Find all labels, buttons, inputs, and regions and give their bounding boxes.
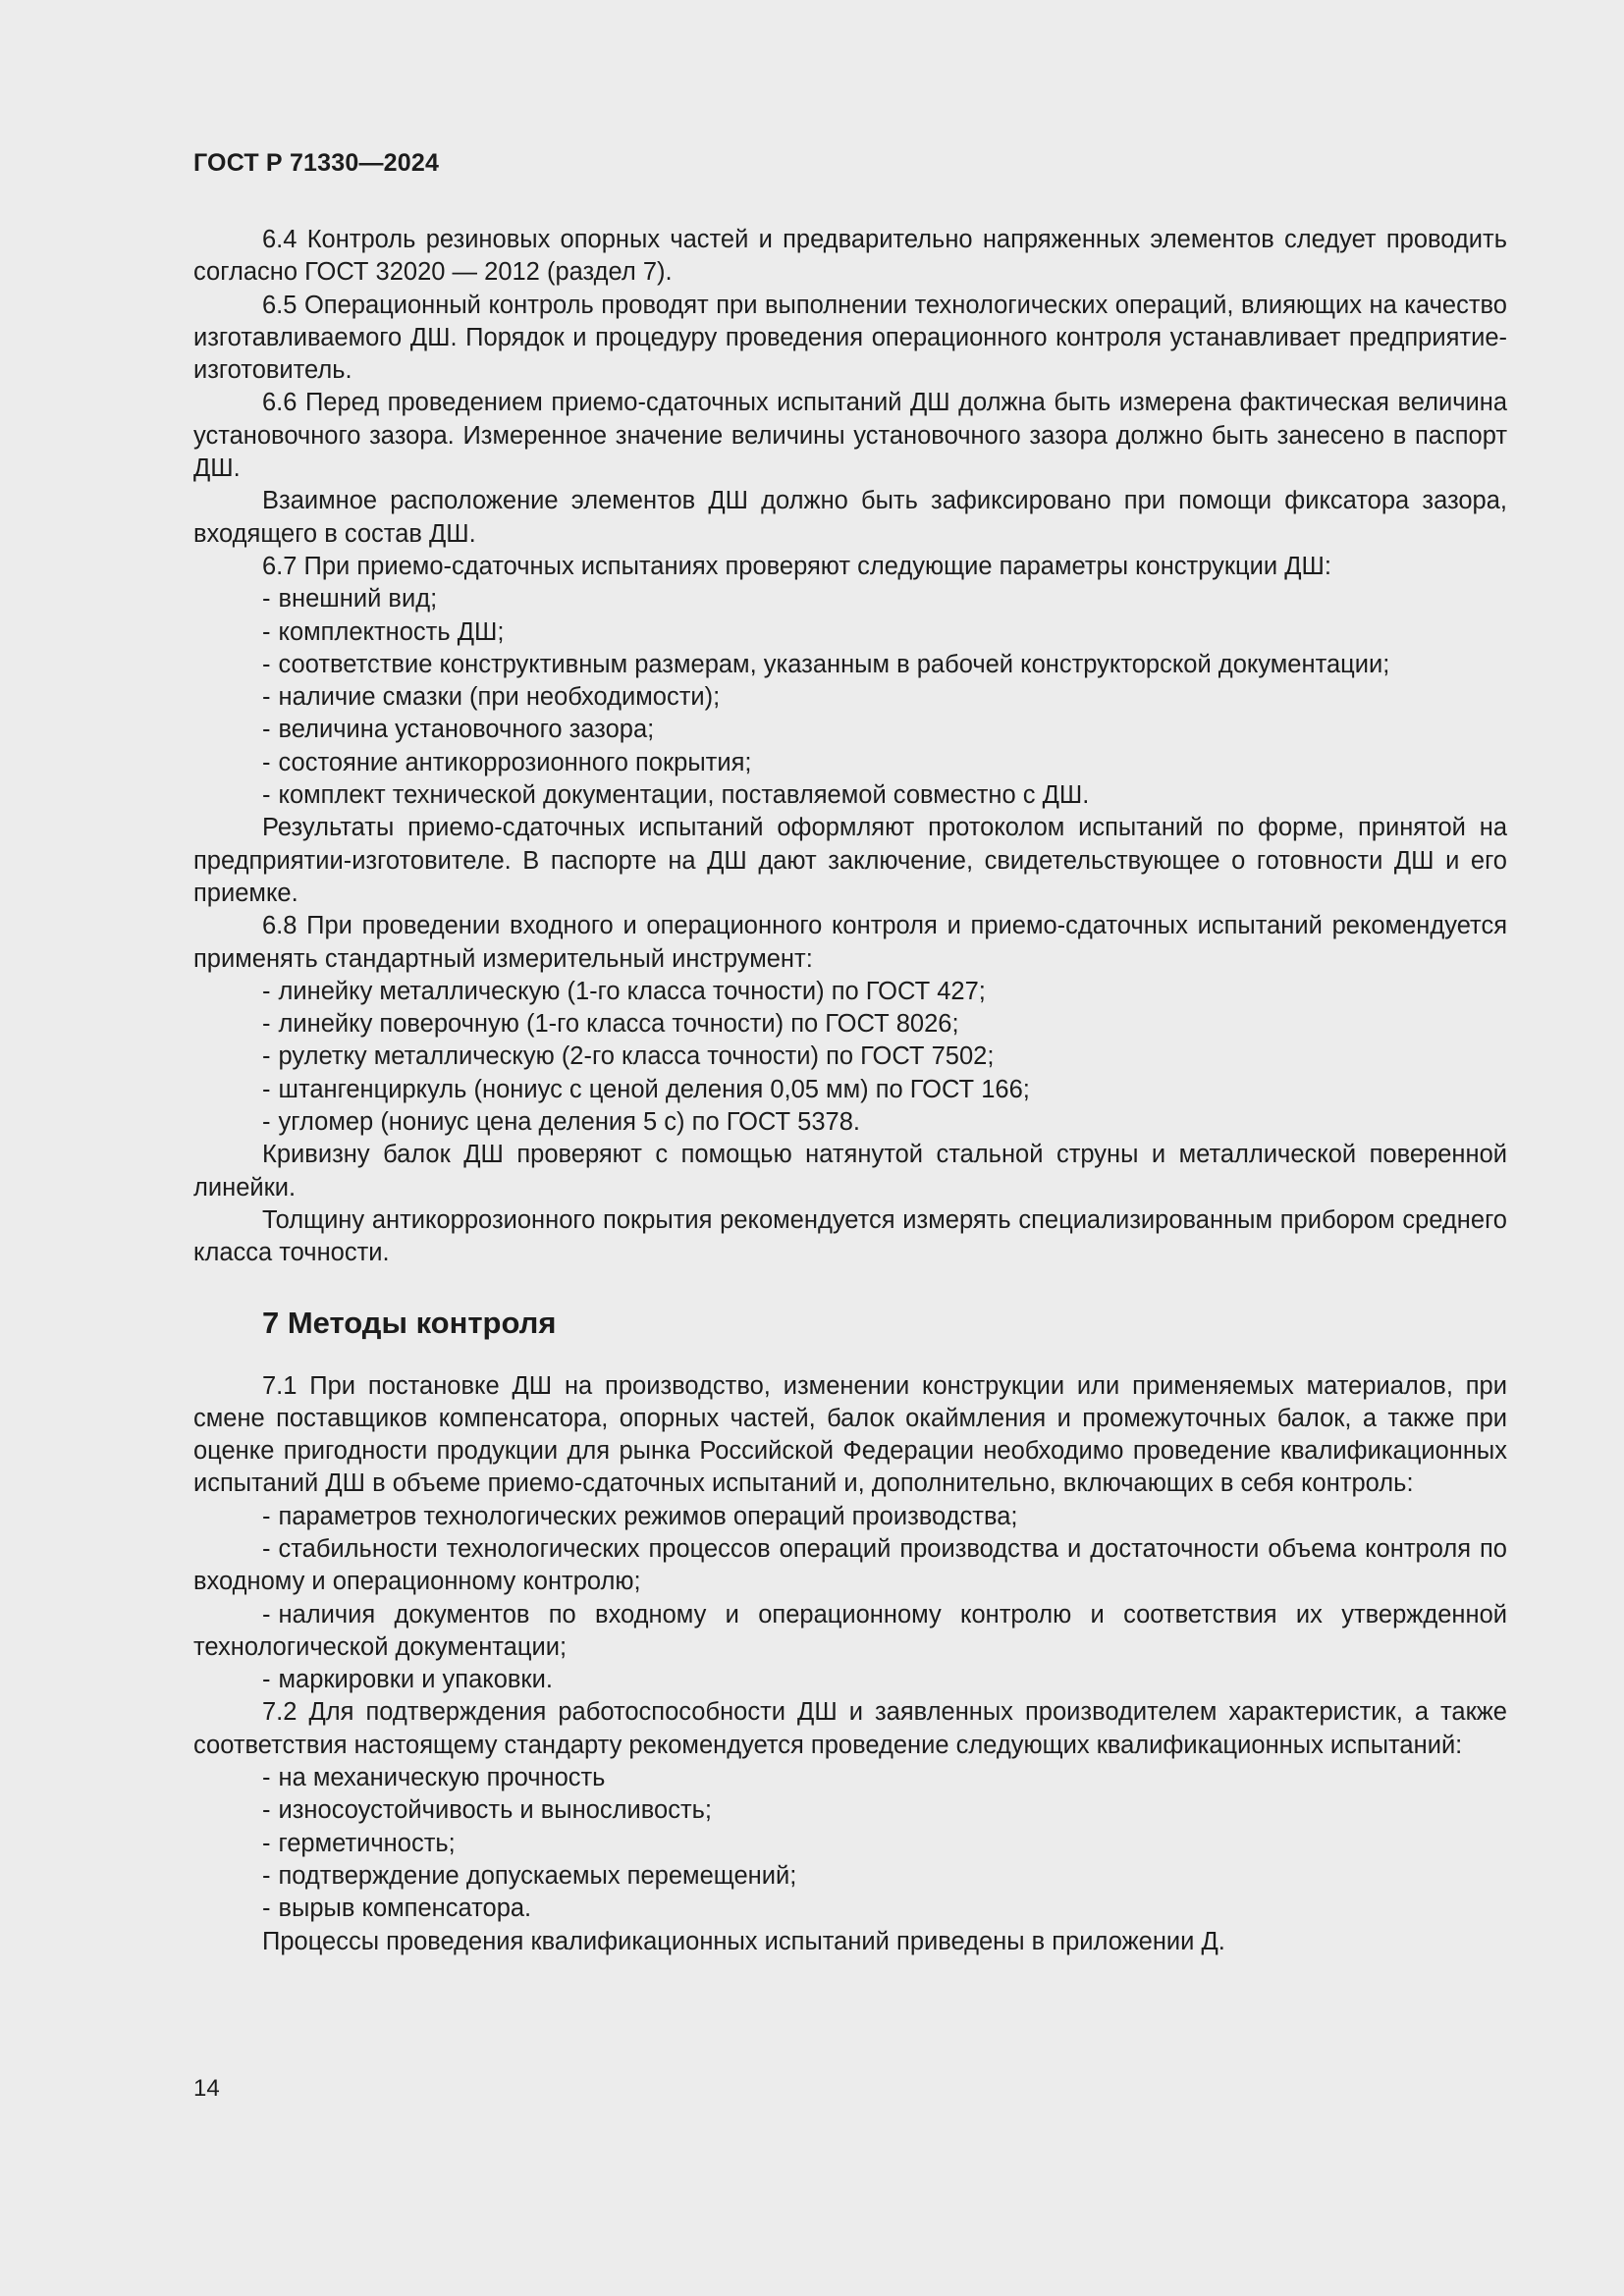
list-item <box>193 1501 1507 1533</box>
list-item-text: износоустойчивость и выносливость; <box>278 1796 713 1825</box>
list-item-text: герметичность; <box>278 1829 456 1857</box>
list-dash: - <box>262 1502 271 1530</box>
list-dash: - <box>262 1075 271 1103</box>
list-item <box>193 1599 1507 1665</box>
list-item <box>193 747 1507 779</box>
list-item <box>193 714 1507 746</box>
list-item-text: величина установочного зазора; <box>278 716 655 744</box>
list-item-text: вырыв компенсатора. <box>278 1895 532 1923</box>
page-number: 14 <box>193 2075 220 2102</box>
list-item-text: линейку металлическую (1-го класса точности) по ГОСТ 427; <box>278 977 986 1005</box>
list-dash: - <box>262 1108 271 1137</box>
paragraph: 7.2 Для подтверждения работоспособности ДШ и заявленных производителем характеристик, а также соответствия настоящему стандарту рекомендуется проведение следующих квалификационных испытаний: <box>193 1698 1507 1759</box>
list-item <box>193 583 1507 615</box>
list-item-text: состояние антикоррозионного покрытия; <box>278 748 752 776</box>
list-dash: - <box>262 977 271 1005</box>
list-item <box>193 1074 1507 1106</box>
list-dash: - <box>262 1861 271 1890</box>
list-dash: - <box>262 1600 271 1629</box>
list-dash: - <box>262 1764 271 1792</box>
list-item-text: штангенциркуль (нониус с ценой деления 0,05 мм) по ГОСТ 166; <box>278 1075 1030 1103</box>
list-item-text: подтверждение допускаемых перемещений; <box>278 1861 797 1890</box>
list-item <box>193 1762 1507 1794</box>
list-item <box>193 616 1507 649</box>
list-dash: - <box>262 781 271 810</box>
list-item <box>193 1106 1507 1139</box>
list-dash: - <box>262 1829 271 1857</box>
list-dash: - <box>262 683 271 712</box>
list-item <box>193 976 1507 1008</box>
list-item-text: параметров технологических режимов операций производства; <box>278 1502 1018 1530</box>
list-item-text: наличие смазки (при необходимости); <box>278 683 721 712</box>
list-item-text: комплект технической документации, поставляемой совместно с ДШ. <box>278 781 1090 810</box>
list-item <box>193 1664 1507 1696</box>
list-item <box>193 1893 1507 1925</box>
list-item-text: на механическую прочность <box>278 1764 606 1792</box>
list-dash: - <box>262 1666 271 1694</box>
paragraph: Кривизну балок ДШ проверяют с помощью натянутой стальной струны и металлической поверенной линейки. <box>193 1141 1507 1201</box>
standard-code-header: ГОСТ Р 71330—2024 <box>193 149 440 177</box>
list-dash: - <box>262 617 271 646</box>
list-item <box>193 649 1507 681</box>
paragraph: 6.8 При проведении входного и операционного контроля и приемо-сдаточных испытаний рекомендуется применять стандартный измерительный инструмент: <box>193 912 1507 973</box>
list-dash: - <box>262 650 271 678</box>
list-item <box>193 1828 1507 1860</box>
list-dash: - <box>262 1042 271 1071</box>
paragraph: 6.4 Контроль резиновых опорных частей и предварительно напряженных элементов следует проводить согласно ГОСТ 32020 — 2012 (раздел 7). <box>193 226 1507 287</box>
list-dash: - <box>262 1796 271 1825</box>
paragraph: Процессы проведения квалификационных испытаний приведены в приложении Д. <box>262 1927 1225 1955</box>
list-item-text: комплектность ДШ; <box>278 617 505 646</box>
list-item-text: рулетку металлическую (2-го класса точности) по ГОСТ 7502; <box>278 1042 995 1071</box>
list-item <box>193 681 1507 714</box>
list-item-text: линейку поверочную (1-го класса точности) по ГОСТ 8026; <box>278 1010 959 1039</box>
list-dash: - <box>262 1534 271 1563</box>
list-item-text: внешний вид; <box>278 585 438 614</box>
list-item <box>193 1041 1507 1073</box>
paragraph: 6.5 Операционный контроль проводят при выполнении технологических операций, влияющих на качество изготавливаемого ДШ. Порядок и процедуру проведения операционного контроля устанавливает предприятие-изготовитель. <box>193 291 1507 385</box>
paragraph: 6.7 При приемо-сдаточных испытаниях проверяют следующие параметры конструкции ДШ: <box>262 552 1331 580</box>
paragraph: 6.6 Перед проведением приемо-сдаточных испытаний ДШ должна быть измерена фактическая величина установочного зазора. Измеренное значение величины установочного зазора должно быть занесено в паспорт ДШ. <box>193 389 1507 483</box>
list-item <box>193 1794 1507 1827</box>
list-dash: - <box>262 716 271 744</box>
list-dash: - <box>262 585 271 614</box>
list-item <box>193 1533 1507 1599</box>
list-item-text: наличия документов по входному и операционному контролю и соответствия их утвержденной технологической документации; <box>193 1600 1507 1661</box>
list-item <box>193 1860 1507 1893</box>
paragraph: Результаты приемо-сдаточных испытаний оформляют протоколом испытаний по форме, принятой на предприятии-изготовителе. В паспорте на ДШ дают заключение, свидетельствующее о готовности ДШ и его приемке. <box>193 814 1507 907</box>
list-item <box>193 1008 1507 1041</box>
list-item-text: соответствие конструктивным размерам, указанным в рабочей конструкторской документации; <box>278 650 1390 678</box>
paragraph: 7.1 При постановке ДШ на производство, изменении конструкции или применяемых материалов, при смене поставщиков компенсатора, опорных частей, балок окаймления и промежуточных балок, а также при оценке пригодности продукции для рынка Российской Федерации необходимо проведение квалификационных испытаний ДШ в объеме приемо-сдаточных испытаний и, дополнительно, включающих в себя контроль: <box>193 1371 1507 1498</box>
list-item-text: угломер (нониус цена деления 5 с) по ГОСТ 5378. <box>278 1108 860 1137</box>
paragraph: Взаимное расположение элементов ДШ должно быть зафиксировано при помощи фиксатора зазора, входящего в состав ДШ. <box>193 487 1507 548</box>
section-heading: 7 Методы контроля <box>262 1305 557 1340</box>
list-dash: - <box>262 748 271 776</box>
list-dash: - <box>262 1895 271 1923</box>
list-item-text: стабильности технологических процессов операций производства и достаточности объема контроля по входному и операционному контролю; <box>193 1534 1507 1596</box>
document-body <box>193 224 1507 1958</box>
list-item <box>193 779 1507 812</box>
list-item-text: маркировки и упаковки. <box>278 1666 553 1694</box>
paragraph: Толщину антикоррозионного покрытия рекомендуется измерять специализированным прибором среднего класса точности. <box>193 1205 1507 1267</box>
list-dash: - <box>262 1010 271 1039</box>
